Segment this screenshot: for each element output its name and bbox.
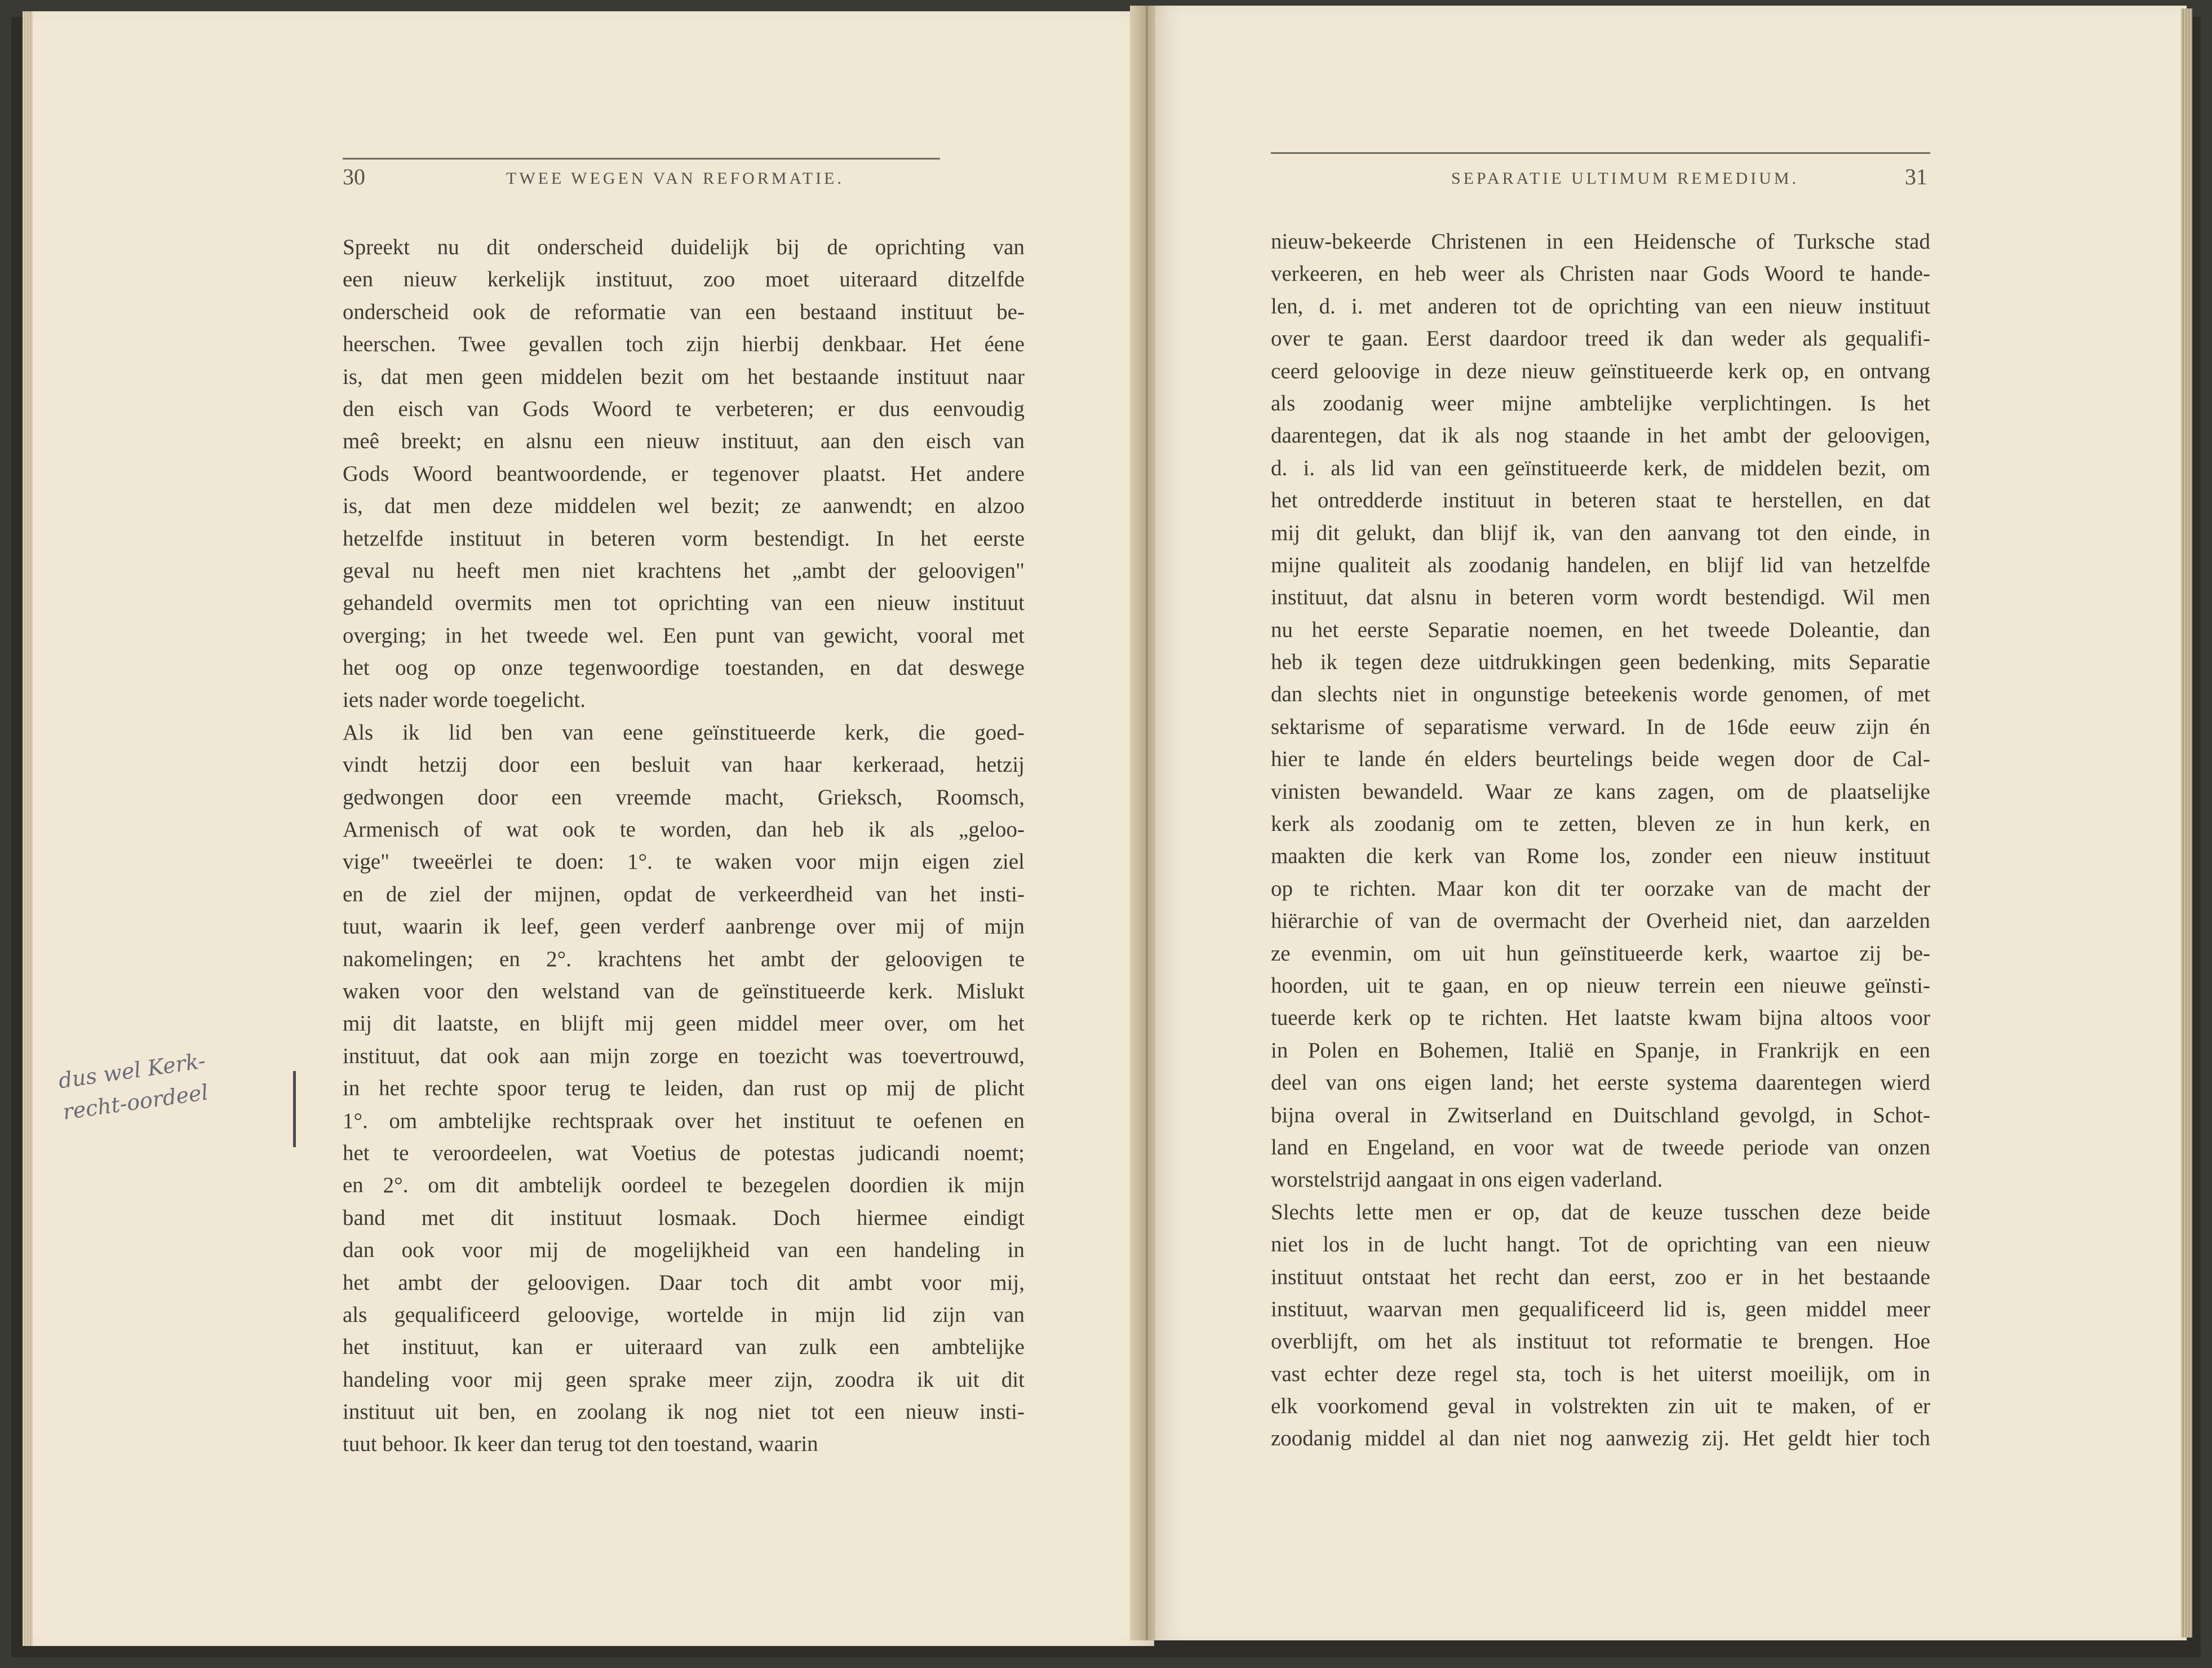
text-block <box>1271 225 1930 1455</box>
text-line: geval nu heeft men niet krachtens het „ambt der geloovigen" <box>343 558 1025 583</box>
text-line: nu het eerste Separatie noemen, en het tweede Doleantie, dan <box>1271 617 1930 642</box>
text-line: mij dit gelukt, dan blijf ik, van den aanvang tot den einde, in <box>1271 520 1930 545</box>
text-line: vige" tweeërlei te doen: 1°. te waken voor mijn eigen ziel <box>343 850 1025 874</box>
text-line: niet los in de lucht hangt. Tot de oprichting van een nieuw <box>1271 1232 1930 1257</box>
text-line: is, dat men deze middelen wel bezit; ze aanwendt; en alzoo <box>343 494 1025 519</box>
text-line: over te gaan. Eerst daardoor treed ik dan weder als gequalifi- <box>1271 326 1930 351</box>
text-line: is, dat men geen middelen bezit om het bestaande instituut naar <box>343 364 1025 389</box>
text-line: op te richten. Maar kon dit ter oorzake van de macht der <box>1271 876 1930 901</box>
text-line: Slechts lette men er op, dat de keuze tusschen deze beide <box>1271 1200 1930 1224</box>
header-rule <box>343 158 940 160</box>
text-line: hier te lande én elders beurtelings beide wegen door de Cal- <box>1271 747 1930 772</box>
text-line: een nieuw kerkelijk instituut, zoo moet uiteraard ditzelfde <box>343 267 1025 292</box>
text-line: tuut, waarin ik leef, geen verderf aanbrenge over mij of mijn <box>343 914 1025 939</box>
text-line: ceerd geloovige in deze nieuw geïnstitueerde kerk op, en ontvang <box>1271 359 1930 383</box>
text-line: overblijft, om het als instituut tot reformatie te brengen. Hoe <box>1271 1329 1930 1354</box>
left-page <box>23 11 1154 1646</box>
text-line: sektarisme of separatisme verward. In de 16de eeuw zijn én <box>1271 714 1930 739</box>
text-line: Armenisch of wat ook te worden, dan heb ik als „geloo- <box>343 817 1025 842</box>
text-line: Gods Woord beantwoordende, er tegenover plaatst. Het andere <box>343 461 1025 486</box>
text-line: onderscheid ook de reformatie van een bestaand instituut be- <box>343 299 1025 324</box>
text-line: bijna overal in Zwitserland en Duitschland gevolgd, in Schot- <box>1271 1103 1930 1127</box>
text-line: als gequalificeerd geloovige, wortelde in mijn lid zijn van <box>343 1302 1025 1327</box>
text-line: overging; in het tweede wel. Een punt van gewicht, vooral met <box>343 623 1025 648</box>
text-line: het ambt der geloovigen. Daar toch dit ambt voor mij, <box>343 1270 1025 1295</box>
text-line: band met dit instituut losmaak. Doch hiermee eindigt <box>343 1205 1025 1230</box>
text-line: gehandeld overmits men tot oprichting van een nieuw instituut <box>343 591 1025 616</box>
text-line: in Polen en Bohemen, Italië en Spanje, in Frankrijk en een <box>1271 1038 1930 1063</box>
text-line: nakomelingen; en 2°. krachtens het ambt der geloovigen te <box>343 946 1025 971</box>
text-line: 1°. om ambtelijke rechtspraak over het instituut te oefenen en <box>343 1108 1025 1133</box>
text-line: vinisten bewandeld. Waar ze kans zagen, om de plaatselijke <box>1271 779 1930 804</box>
text-line: instituut, dat alsnu in beteren vorm wordt bestendigd. Wil men <box>1271 585 1930 610</box>
text-line: meê breekt; en alsnu een nieuw instituut, aan den eisch van <box>343 429 1025 454</box>
text-line: Spreekt nu dit onderscheid duidelijk bij de oprichting van <box>343 235 1025 259</box>
text-line: den eisch van Gods Woord te verbeteren; er dus eenvoudig <box>343 396 1025 421</box>
text-line: dan ook voor mij de mogelijkheid van een handeling in <box>343 1238 1025 1263</box>
text-line: tueerde kerk op te richten. Het laatste kwam bijna altoos voor <box>1271 1006 1930 1030</box>
text-line: vast echter deze regel sta, toch is het uiterst moeilijk, om in <box>1271 1361 1930 1386</box>
text-line: nieuw-bekeerde Christenen in een Heidensche of Turksche stad <box>1271 229 1930 254</box>
text-line: instituut ontstaat het recht dan eerst, zoo er in het bestaande <box>1271 1264 1930 1289</box>
page-stack-edge <box>2181 8 2192 1638</box>
text-line: zoodanig middel al dan niet nog aanwezig zij. Het geldt hier toch <box>1271 1426 1930 1451</box>
text-block <box>343 231 1025 1461</box>
text-line: het instituut, kan er uiteraard van zulk een ambtelijke <box>343 1335 1025 1360</box>
text-line: Als ik lid ben van eene geïnstitueerde kerk, die goed- <box>343 720 1025 745</box>
margin-mark <box>293 1071 296 1147</box>
text-line: waken voor den welstand van de geïnstitueerde kerk. Mislukt <box>343 979 1025 1003</box>
header-rule <box>1271 152 1930 154</box>
text-line: en de ziel der mijnen, opdat de verkeerdheid van het insti- <box>343 882 1025 906</box>
text-line: ze evenmin, om uit hun geïnstitueerde kerk, waartoe zij be- <box>1271 941 1930 966</box>
page-number: 30 <box>343 164 365 189</box>
text-line: kerk als zoodanig om te zetten, bleven ze in hun kerk, en <box>1271 812 1930 837</box>
text-line: deel van ons eigen land; het eerste systema daarentegen wierd <box>1271 1070 1930 1095</box>
text-line: mij dit laatste, en blijft mij geen middel meer over, om het <box>343 1011 1025 1036</box>
text-line: verkeeren, en heb weer als Christen naar Gods Woord te hande- <box>1271 262 1930 286</box>
text-line: instituut, waarvan men gequalificeerd lid is, geen middel meer <box>1271 1297 1930 1321</box>
text-line: als zoodanig weer mijne ambtelijke verplichtingen. Is het <box>1271 391 1930 415</box>
text-line: het ontredderde instituut in beteren staat te herstellen, en dat <box>1271 488 1930 513</box>
text-line: en 2°. om dit ambtelijk oordeel te bezegelen doordien ik mijn <box>343 1173 1025 1198</box>
text-line: land en Engeland, en voor wat de tweede periode van onzen <box>1271 1135 1930 1160</box>
page-number: 31 <box>1905 164 1927 189</box>
text-line: hetzelfde instituut in beteren vorm bestendigt. In het eerste <box>343 526 1025 551</box>
text-line: iets nader worde toegelicht. <box>343 688 586 713</box>
right-page <box>1155 6 2187 1640</box>
text-line: heerschen. Twee gevallen toch zijn hierbij denkbaar. Het éene <box>343 332 1025 357</box>
text-line: mijne qualiteit als zoodanig handelen, en blijf lid van hetzelfde <box>1271 552 1930 577</box>
text-line: gedwongen door een vreemde macht, Grieksch, Roomsch, <box>343 785 1025 809</box>
running-head: SEPARATIE ULTIMUM REMEDIUM. <box>1451 169 1799 188</box>
text-line: heb ik tegen deze uitdrukkingen geen bedenking, mits Separatie <box>1271 650 1930 675</box>
text-line: instituut uit ben, en zoolang ik nog niet tot een nieuw insti- <box>343 1400 1025 1424</box>
margin-note-line: recht-oordeel <box>61 1079 210 1125</box>
text-line: instituut, dat ook aan mijn zorge en toezicht was toevertrouwd, <box>343 1043 1025 1068</box>
page-stack-edge <box>23 11 33 1646</box>
text-line: handeling voor mij geen sprake meer zijn, zoodra ik uit dit <box>343 1367 1025 1392</box>
text-line: d. i. als lid van een geïnstitueerde kerk, de middelen bezit, om <box>1271 455 1930 480</box>
text-line: maakten die kerk van Rome los, zonder een nieuw instituut <box>1271 844 1930 869</box>
text-line: tuut behoor. Ik keer dan terug tot den toestand, waarin <box>343 1432 818 1457</box>
text-line: daarentegen, dat ik als nog staande in het ambt der geloovigen, <box>1271 423 1930 448</box>
text-line: het te veroordeelen, wat Voetius de potestas judicandi noemt; <box>343 1140 1025 1165</box>
text-line: vindt hetzij door een besluit van haar kerkeraad, hetzij <box>343 753 1025 777</box>
text-line: dan slechts niet in ongunstige beteekenis worde genomen, of met <box>1271 682 1930 707</box>
text-line: elk voorkomend geval in volstrekten zin uit te maken, of er <box>1271 1394 1930 1419</box>
margin-note-line: dus wel Kerk- <box>56 1048 207 1094</box>
text-line: worstelstrijd aangaat in ons eigen vaderland. <box>1271 1167 1663 1192</box>
running-head: TWEE WEGEN VAN REFORMATIE. <box>506 169 844 188</box>
text-line: in het rechte spoor terug te leiden, dan rust op mij de plicht <box>343 1076 1025 1101</box>
text-line: het oog op onze tegenwoordige toestanden, en dat deswege <box>343 656 1025 680</box>
text-line: hiërarchie of van de overmacht der Overheid niet, dan aarzelden <box>1271 909 1930 933</box>
text-line: len, d. i. met anderen tot de oprichting van een nieuw instituut <box>1271 294 1930 318</box>
text-line: hoorden, uit te gaan, en op nieuw terrein een nieuwe geïnsti- <box>1271 973 1930 998</box>
